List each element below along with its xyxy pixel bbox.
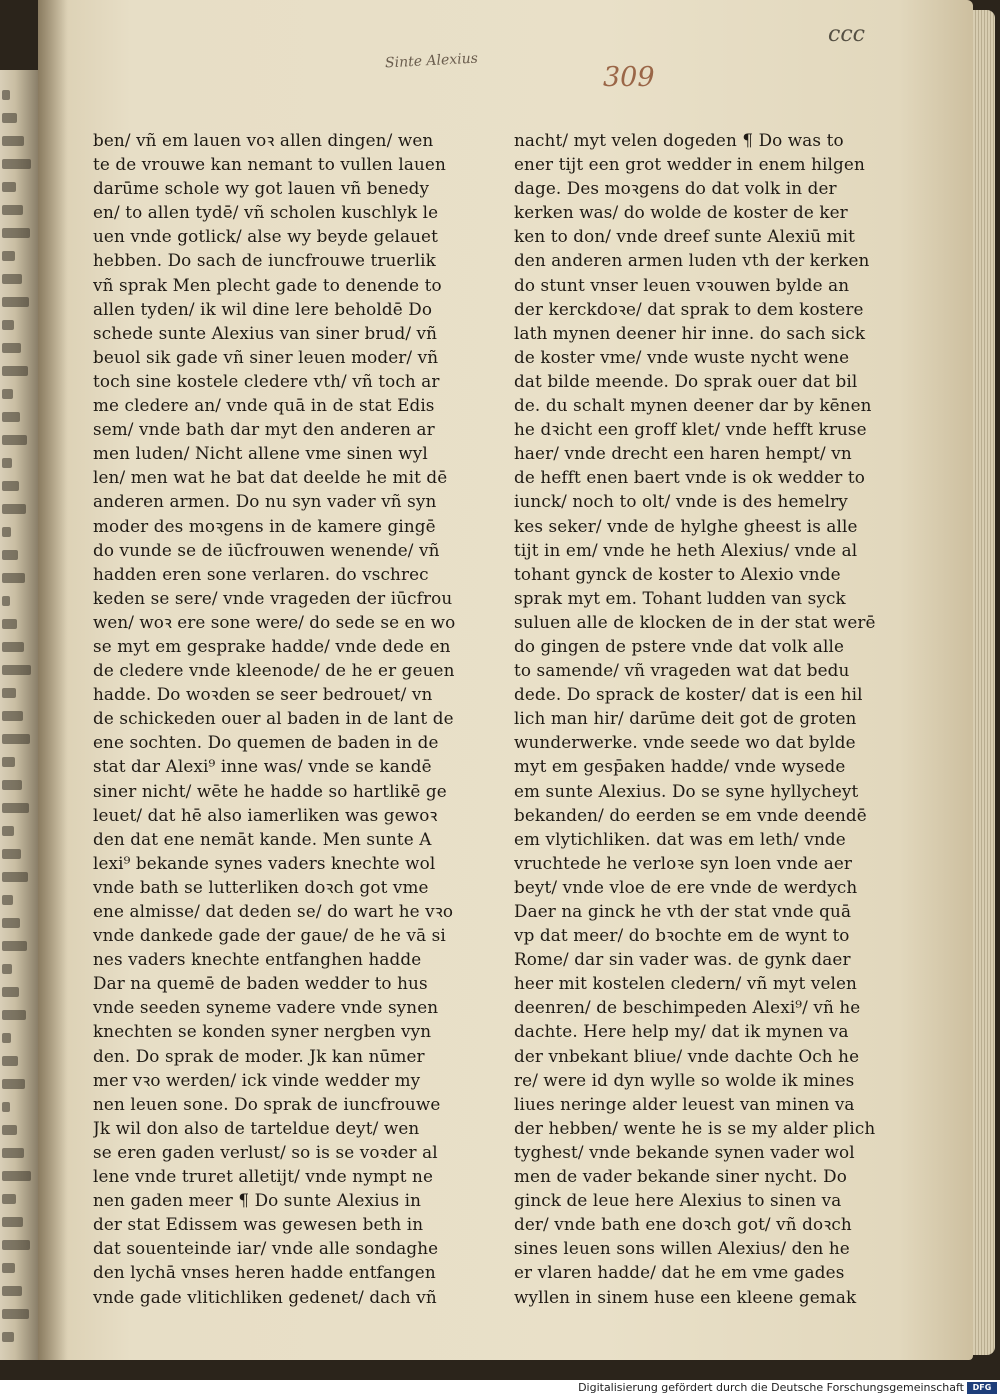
right-text-column — [514, 128, 879, 1309]
text-line: tyghest/ vnde bekande synen vader wol — [514, 1141, 855, 1162]
facing-page-text-fragment — [2, 504, 26, 514]
text-line: do vunde se de iūcfrouwen wenende/ vñ — [93, 539, 440, 560]
facing-page-text-fragment — [2, 596, 10, 606]
text-line: he dꝛicht een groff klet/ vnde hefft kruse — [514, 419, 867, 440]
facing-page-text-fragment — [2, 1171, 31, 1181]
facing-page-text-fragment — [2, 1010, 26, 1020]
text-line: hebben. Do sach de iuncfrouwe truerlik — [93, 250, 436, 271]
text-line: ginck de leue here Alexius to sinen va — [514, 1190, 842, 1211]
text-line: der stat Edissem was gewesen beth in — [93, 1214, 424, 1235]
text-line: sprak myt em. Tohant ludden van syck — [514, 587, 846, 608]
text-line: ken to don/ vnde dreef sunte Alexiū mit — [514, 226, 855, 247]
text-line: de. du schalt mynen deener dar by kēnen — [514, 395, 872, 416]
text-line: em vlytichliken. dat was em leth/ vnde — [514, 828, 846, 849]
text-line: siner nicht/ wēte he hadde so hartlikē ge — [93, 780, 447, 801]
facing-page-text-fragment — [2, 343, 21, 353]
text-line: den anderen armen luden vth der kerken — [514, 250, 870, 271]
text-line: nes vaders knechte entfanghen hadde — [93, 949, 422, 970]
facing-page-text-fragment — [2, 1125, 17, 1135]
text-line: do stunt vnser leuen vꝛouwen bylde an — [514, 274, 850, 295]
facing-page-text-fragment — [2, 642, 24, 652]
text-line: se myt em gesprake hadde/ vnde dede en — [93, 635, 451, 656]
text-line: myt em gesp̄aken hadde/ vnde wysede — [514, 756, 846, 777]
text-line: ben/ vñ em lauen voꝛ allen dingen/ wen — [93, 130, 434, 150]
text-line: keden se sere/ vnde vrageden der iūcfrou — [93, 587, 453, 608]
text-line: Daer na ginck he vth der stat vnde quā — [514, 901, 852, 921]
facing-page-text-fragment — [2, 228, 30, 238]
facing-page-text-fragment — [2, 688, 16, 698]
text-line: to samende/ vñ vrageden wat dat bedu — [514, 660, 850, 681]
text-line: se eren gaden verlust/ so is se voꝛder al — [93, 1141, 438, 1162]
facing-page-text-fragment — [2, 481, 19, 491]
text-line: mer vꝛo werden/ ick vinde wedder my — [93, 1069, 421, 1090]
facing-page-text-fragment — [2, 274, 22, 284]
facing-page-text-fragment — [2, 987, 19, 997]
text-line: do gingen de pstere vnde dat volk alle — [514, 635, 845, 656]
text-line: lexi⁹ bekande synes vaders knechte wol — [93, 852, 436, 873]
facing-page-text-fragment — [2, 1079, 25, 1089]
text-line: lene vnde truret alletijt/ vnde nympt ne — [93, 1166, 434, 1187]
text-line: ener tijt een grot wedder in enem hilgen — [514, 154, 865, 175]
text-line: dat souenteinde iar/ vnde alle sondaghe — [93, 1238, 439, 1259]
facing-page-text-fragment — [2, 826, 14, 836]
gutter-shadow — [38, 0, 68, 1360]
text-line: len/ men wat he bat dat deelde he mit dē — [93, 467, 448, 488]
text-line: toch sine kostele cledere vth/ vñ toch ar — [93, 370, 440, 391]
facing-page-text-fragment — [2, 757, 15, 767]
facing-page-text-fragment — [2, 297, 29, 307]
facing-page-text-fragment — [2, 113, 17, 123]
facing-page-text-fragment — [2, 205, 23, 215]
text-line: hadden eren sone verlaren. do vschrec — [93, 563, 429, 584]
text-line: knechten se konden syner nergben vyn — [93, 1021, 432, 1042]
facing-page-text-fragment — [2, 389, 13, 399]
facing-page-text-fragment — [2, 964, 12, 974]
facing-page-text-fragment — [2, 435, 27, 445]
facing-page-text-fragment — [2, 734, 30, 744]
facing-page-text-fragment — [2, 251, 15, 261]
text-line: sem/ vnde bath dar myt den anderen ar — [93, 419, 435, 440]
text-line: me cledere an/ vnde quā in de stat Edis — [93, 395, 435, 416]
text-line: nen gaden meer ¶ Do sunte Alexius in — [93, 1190, 422, 1211]
text-line: vnde seeden syneme vadere vnde synen — [93, 997, 439, 1018]
text-line: dat bilde meende. Do sprak ouer dat bil — [514, 370, 858, 391]
left-text-column — [93, 128, 458, 1309]
dfg-logo: DFG — [967, 1382, 997, 1394]
text-line: beyt/ vnde vloe de ere vnde de werdych — [514, 876, 858, 897]
text-line: der hebben/ wente he is se my alder plich — [514, 1117, 876, 1138]
text-line: vnde dankede gade der gaue/ de he vā si — [93, 925, 446, 946]
corner-mark: ccc — [828, 22, 865, 47]
text-line: den lychā vnses heren hadde entfangen — [93, 1262, 436, 1283]
facing-page-text-fragment — [2, 90, 10, 100]
text-line: der/ vnde bath ene doꝛch got/ vñ doꝛch — [514, 1214, 852, 1235]
text-line: heer mit kostelen cledern/ vñ myt velen — [514, 973, 857, 994]
facing-page-text-fragment — [2, 941, 27, 951]
text-line: men luden/ Nicht allene vme sinen wyl — [93, 443, 428, 464]
text-line: beuol sik gade vñ siner leuen moder/ vñ — [93, 346, 439, 367]
text-line: ene sochten. Do quemen de baden in de — [93, 732, 439, 753]
text-line: re/ were id dyn wylle so wolde ik mines — [514, 1069, 855, 1090]
text-line: vñ sprak Men plecht gade to denende to — [93, 274, 442, 295]
text-line: iunck/ noch to olt/ vnde is des hemelry — [514, 491, 848, 512]
facing-page-text-fragment — [2, 1309, 29, 1319]
facing-page-text-fragment — [2, 1148, 24, 1158]
text-line: er vlaren hadde/ dat he em vme gades — [514, 1262, 845, 1283]
text-line: moder des moꝛgens in de kamere gingē — [93, 515, 436, 536]
text-line: uen vnde gotlick/ alse wy beyde gelauet — [93, 226, 438, 247]
facing-page-text-fragment — [2, 573, 25, 583]
facing-page-text-fragment — [2, 1056, 18, 1066]
text-line: bekanden/ do eerden se em vnde deendē — [514, 804, 867, 825]
facing-page-text-fragment — [2, 1194, 16, 1204]
text-line: de schickeden ouer al baden in de lant de — [93, 708, 454, 729]
facing-page-text-fragment — [2, 872, 28, 882]
text-line: liues neringe alder leuest van minen va — [514, 1093, 855, 1114]
facing-page-text-fragment — [2, 1240, 30, 1250]
text-line: te de vrouwe kan nemant to vullen lauen — [93, 154, 446, 175]
footer-bar — [0, 1380, 1000, 1396]
page-stack-edge — [973, 10, 995, 1355]
facing-page-text-fragment — [2, 918, 20, 928]
text-line: tohant gynck de koster to Alexio vnde — [514, 563, 841, 584]
text-line: lich man hir/ darūme deit got de groten — [514, 708, 857, 729]
text-line: lath mynen deener hir inne. do sach sick — [514, 322, 866, 343]
facing-page-text-fragment — [2, 1286, 22, 1296]
facing-page-text-fragment — [2, 320, 14, 330]
text-line: nacht/ myt velen dogeden ¶ Do was to — [514, 130, 844, 150]
text-line: men de vader bekande siner nycht. Do — [514, 1166, 847, 1187]
text-line: haer/ vnde drecht een haren hempt/ vn — [514, 443, 852, 464]
facing-page-text-fragment — [2, 895, 13, 905]
facing-page-text-fragment — [2, 550, 18, 560]
text-line: dachte. Here help my/ dat ik mynen va — [514, 1021, 849, 1042]
text-line: hadde. Do woꝛden se seer bedrouet/ vn — [93, 684, 433, 705]
text-line: Rome/ dar sin vader was. de gynk daer — [514, 949, 851, 970]
text-line: kerken was/ do wolde de koster de ker — [514, 202, 848, 223]
text-line: vruchtede he verloꝛe syn loen vnde aer — [514, 852, 853, 873]
facing-page-text-fragment — [2, 159, 31, 169]
facing-page-text-fragment — [2, 1332, 14, 1342]
text-line: der kerckdoꝛe/ dat sprak to dem kostere — [514, 298, 864, 319]
facing-page-text-fragment — [2, 849, 21, 859]
text-line: den dat ene nemāt kande. Men sunte A — [93, 828, 432, 849]
facing-page-text-fragment — [2, 803, 29, 813]
text-line: der vnbekant bliue/ vnde dachte Och he — [514, 1045, 860, 1066]
text-line: em sunte Alexius. Do se syne hyllycheyt — [514, 780, 859, 801]
text-line: anderen armen. Do nu syn vader vñ syn — [93, 491, 437, 512]
text-line: allen tyden/ ik wil dine lere beholdē Do — [93, 298, 433, 319]
facing-page-text-fragment — [2, 780, 22, 790]
text-line: darūme schole wy got lauen vñ benedy — [93, 178, 430, 199]
funding-credit: Digitalisierung gefördert durch die Deutsche Forschungsgemeinschaft — [578, 1381, 964, 1394]
text-line: stat dar Alexi⁹ inne was/ vnde se kandē — [93, 756, 432, 777]
text-line: nen leuen sone. Do sprak de iuncfrouwe — [93, 1093, 441, 1114]
facing-page-text-fragment — [2, 1217, 23, 1227]
text-line: schede sunte Alexius van siner brud/ vñ — [93, 322, 438, 343]
text-line: vnde gade vlitichliken gedenet/ dach vñ — [93, 1286, 437, 1307]
facing-page-text-fragment — [2, 458, 12, 468]
text-line: wen/ woꝛ ere sone were/ do sede se en wo — [93, 611, 456, 632]
text-line: den. Do sprak de moder. Jk kan nūmer — [93, 1045, 425, 1066]
text-line: Jk wil don also de tarteldue deyt/ wen — [93, 1117, 420, 1138]
facing-page-text-fragment — [2, 136, 24, 146]
margin-note: Sinte Alexius — [384, 50, 479, 72]
text-line: sines leuen sons willen Alexius/ den he — [514, 1238, 850, 1259]
text-line: de cledere vnde kleenode/ de he er geuen — [93, 660, 455, 681]
text-line: tijt in em/ vnde he heth Alexius/ vnde al — [514, 539, 858, 560]
facing-page-text-fragment — [2, 1102, 10, 1112]
facing-page-text-fragment — [2, 1033, 11, 1043]
facing-page-text-fragment — [2, 1263, 15, 1273]
text-line: wyllen in sinem huse een kleene gemak — [514, 1286, 857, 1307]
text-line: deenren/ de beschimpeden Alexi⁹/ vñ he — [514, 997, 861, 1018]
facing-page-text-fragment — [2, 366, 28, 376]
text-line: dage. Des moꝛgens do dat volk in der — [514, 178, 837, 199]
text-line: wunderwerke. vnde seede wo dat bylde — [514, 732, 856, 753]
facing-page-text-fragment — [2, 711, 23, 721]
facing-page-text-fragment — [2, 527, 11, 537]
text-line: ene almisse/ dat deden se/ do wart he vꝛo — [93, 901, 454, 921]
facing-page-edge — [0, 70, 38, 1360]
text-line: leuet/ dat hē also iamerliken was gewoꝛ — [93, 804, 438, 825]
text-line: vp dat meer/ do bꝛochte em de wynt to — [514, 925, 850, 946]
text-line: suluen alle de klocken de in der stat werē — [514, 611, 876, 632]
facing-page-text-fragment — [2, 619, 17, 629]
folio-number: 309 — [603, 62, 655, 93]
text-line: de hefft enen baert vnde is ok wedder to — [514, 467, 865, 488]
text-line: en/ to allen tydē/ vñ scholen kuschlyk le — [93, 202, 439, 223]
facing-page-text-fragment — [2, 412, 20, 422]
text-line: dede. Do sprack de koster/ dat is een hil — [514, 684, 863, 705]
facing-page-text-fragment — [2, 182, 16, 192]
facing-page-text-fragment — [2, 665, 31, 675]
text-line: vnde bath se lutterliken doꝛch got vme — [93, 876, 429, 897]
text-line: kes seker/ vnde de hylghe gheest is alle — [514, 515, 858, 536]
text-line: Dar na quemē de baden wedder to hus — [93, 973, 428, 994]
text-line: de koster vme/ vnde wuste nycht wene — [514, 346, 850, 367]
